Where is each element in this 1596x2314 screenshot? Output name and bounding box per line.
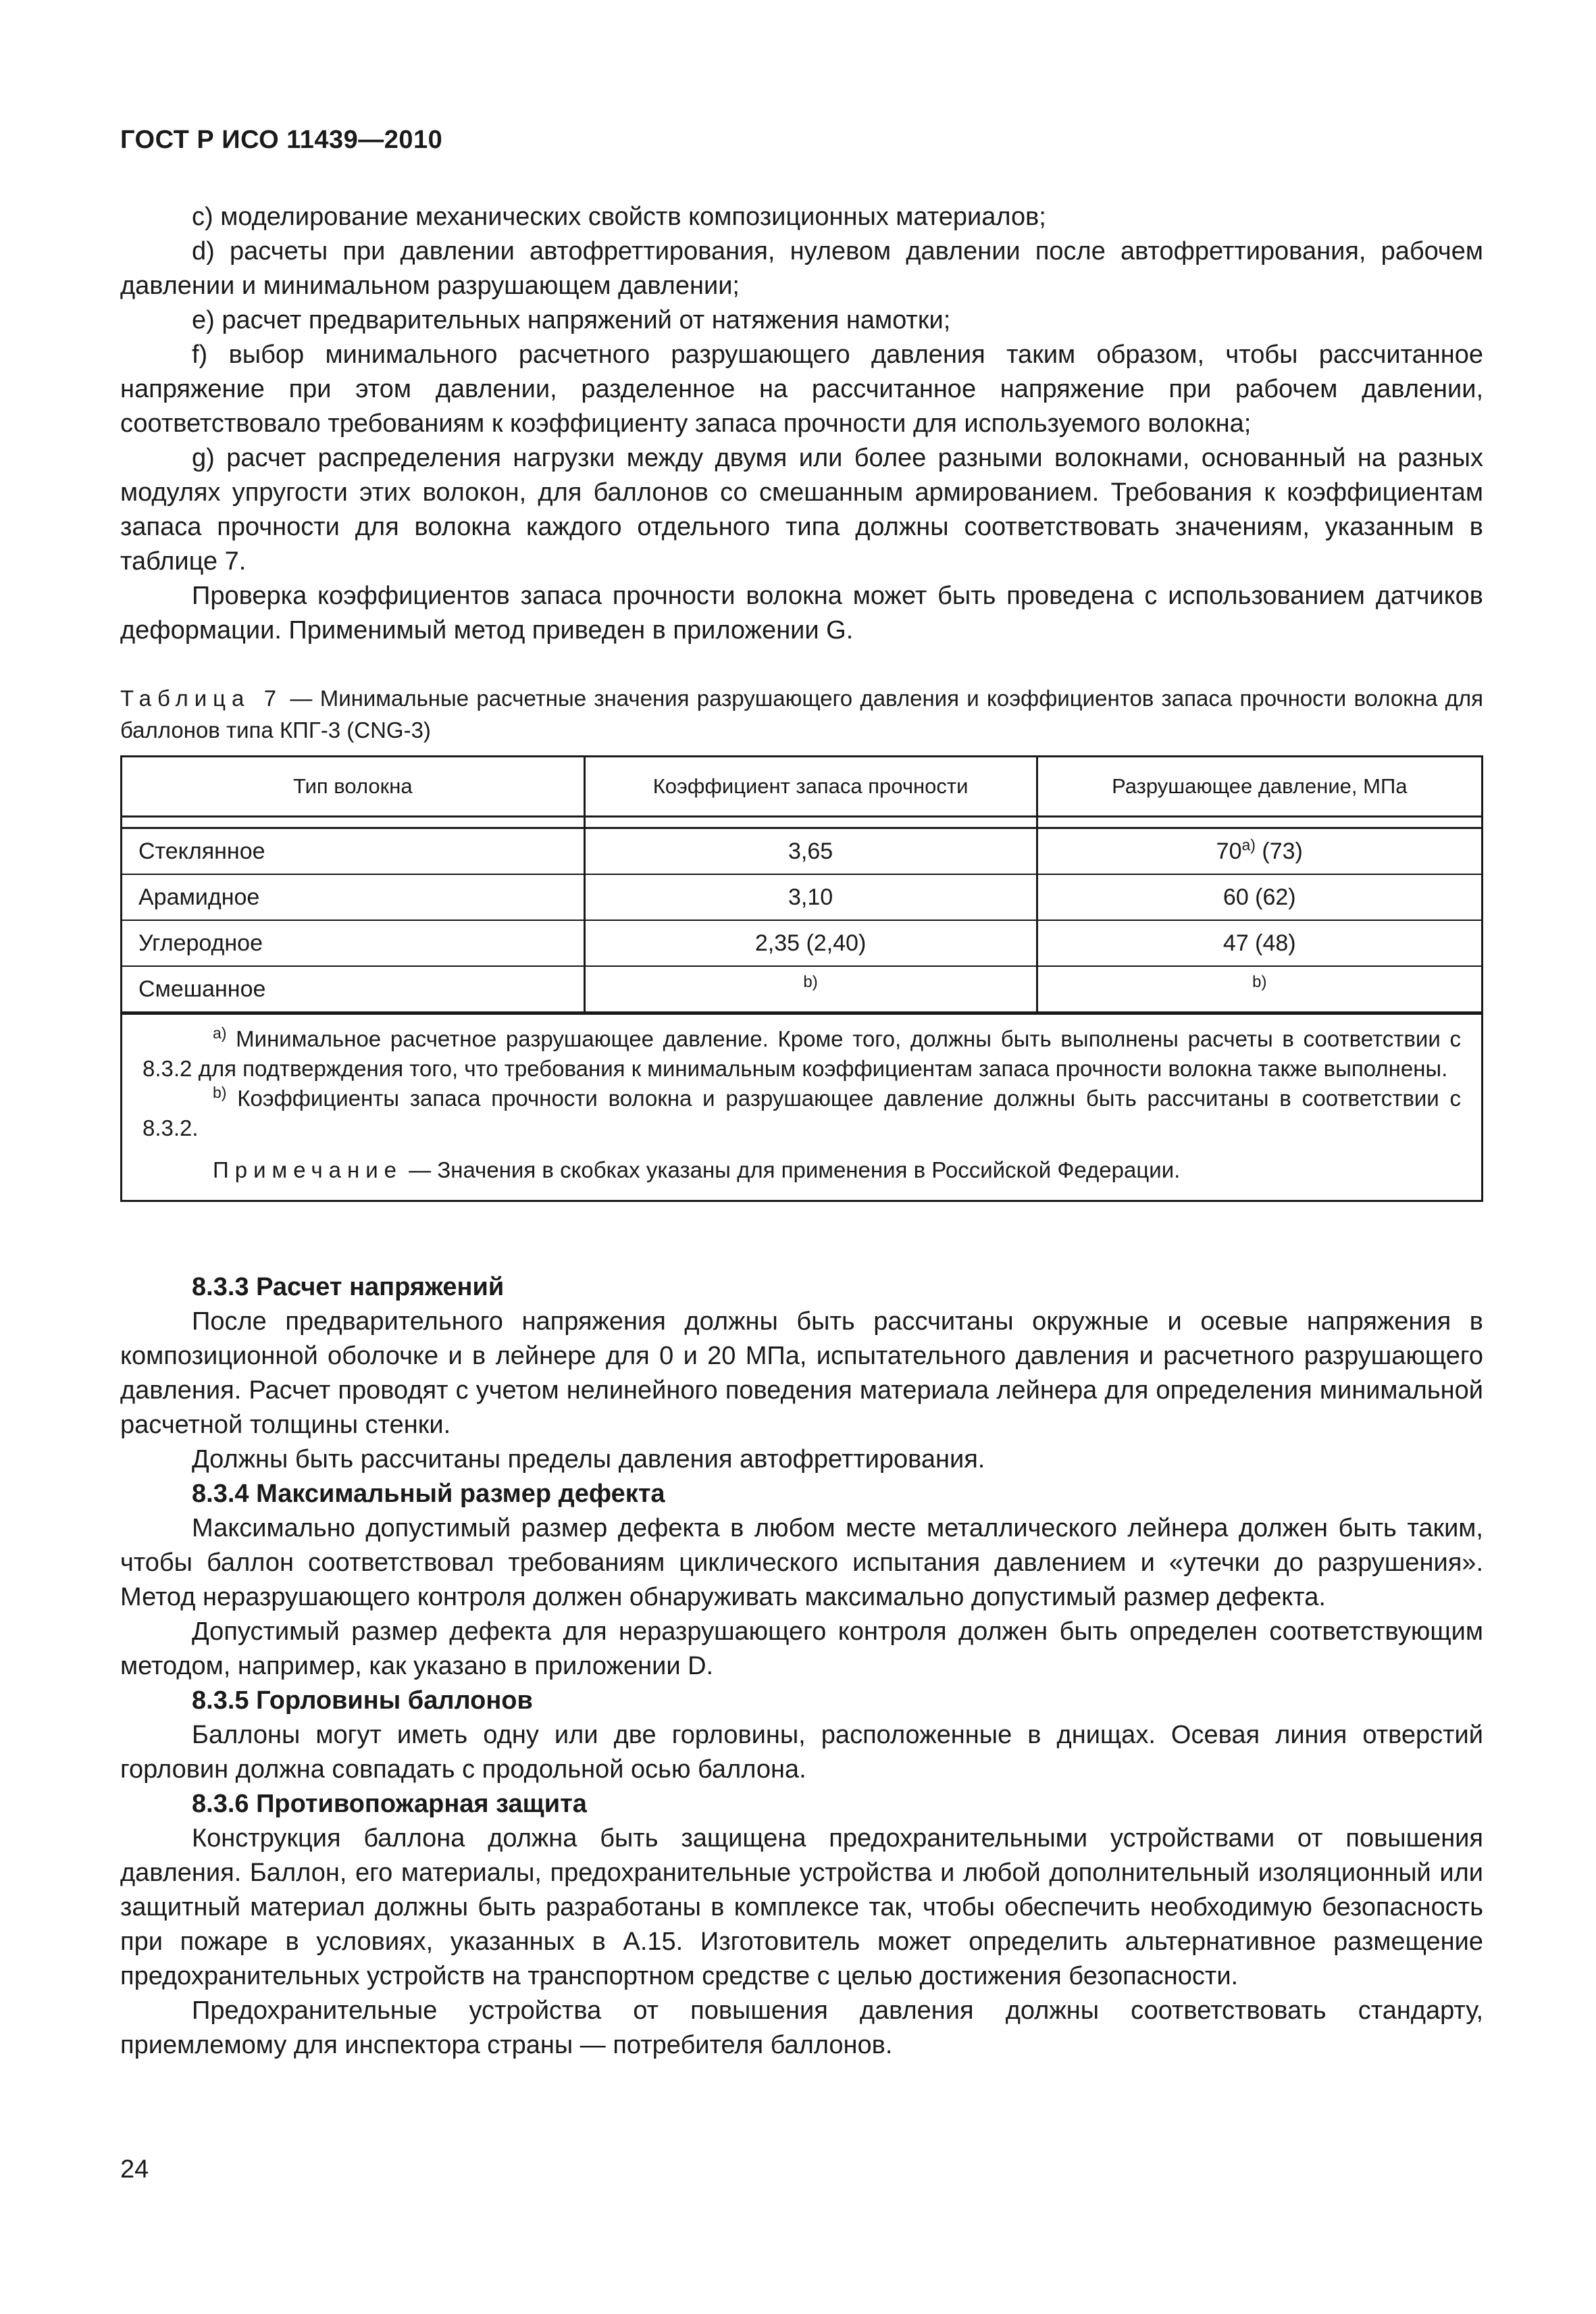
table-footnotes (122, 1013, 1481, 1200)
paragraph: Предохранительные устройства от повышения давления должны соответствовать стандарту, приемлемому для инспектора страны — потребителя баллонов. (120, 1996, 1483, 2059)
footnote-b (143, 1084, 1461, 1143)
paragraph: Должны быть рассчитаны пределы давления автофреттирования. (192, 1445, 985, 1474)
sections (120, 1270, 1483, 2063)
list-item: g) расчет распределения нагрузки между двумя или более разными волокнами, основанный на разных модулях упругости этих волокон, для баллонов со смешанным армированием. Требования к коэффициентам запаса прочности для волокна каждого отдельного типа должны соответствовать значениям, указанным в таблице 7. (120, 444, 1483, 576)
footnote-text: Минимальное расчетное разрушающее давление. Кроме того, должны быть выполнены расчеты в соответствии с 8.3.2 для подтверждения того, что требования к минимальным коэффициентам запаса прочности волокна также выполнены. (143, 1026, 1461, 1081)
paragraph: После предварительного напряжения должны быть рассчитаны окружные и осевые напряжения в композиционной оболочке и в лейнере для 0 и 20 МПа, испытательного давления и расчетного разрушающего давления. Расчет проводят с учетом нелинейного поведения материала лейнера для определения минимальной расчетной толщины стенки. (120, 1307, 1483, 1439)
table-header-row (122, 757, 1481, 817)
note-text: — Значения в скобках указаны для применения в Российской Федерации. (403, 1157, 1181, 1182)
footnote-mark: a) (213, 1024, 227, 1042)
paragraph: Допустимый размер дефекта для неразрушающего контроля должен быть определен соответствующим методом, например, как указано в приложении D. (120, 1617, 1483, 1680)
list-item: c) моделирование механических свойств композиционных материалов; (192, 203, 1046, 231)
table-cell (584, 966, 1037, 1012)
table-row (122, 966, 1481, 1012)
column-header: Коэффициент запаса прочности (584, 757, 1037, 817)
table-row (122, 874, 1481, 920)
footnote-mark: b) (213, 1084, 227, 1101)
table-cell: Арамидное (122, 874, 584, 920)
page-number: 24 (120, 2155, 149, 2184)
section-heading: 8.3.5 Горловины баллонов (192, 1686, 533, 1715)
cell-value: 70 (1216, 838, 1242, 864)
document-header: ГОСТ Р ИСО 11439—2010 (120, 126, 443, 154)
cell-value-extra: (73) (1255, 838, 1303, 864)
column-header: Разрушающее давление, МПа (1037, 757, 1481, 817)
table-note (143, 1155, 1461, 1185)
footnote-mark: b) (803, 972, 818, 991)
table-row (122, 828, 1481, 875)
note-label: Примечание (213, 1157, 403, 1182)
cell-value: 3,65 (788, 838, 833, 864)
table-caption (120, 682, 1483, 746)
table-cell: 2,35 (2,40) (584, 920, 1037, 966)
table-cell: 3,10 (584, 874, 1037, 920)
table-cell: 47 (48) (1037, 920, 1481, 966)
list-item: f) выбор минимального расчетного разрушающего давления таким образом, чтобы рассчитанное напряжение при этом давлении, разделенное на рассчитанное напряжение при рабочем давлении, соответствовало требованиям к коэффициенту запаса прочности для используемого волокна; (120, 341, 1483, 438)
table-spacer (122, 817, 1481, 828)
table-cell (1037, 828, 1481, 875)
footnote-mark: a) (1241, 836, 1256, 854)
table-cell (584, 828, 1037, 875)
table-caption-text: — Минимальные расчетные значения разрушающего давления и коэффициентов запаса прочности волокна для баллонов типа КПГ-3 (CNG-3) (120, 686, 1484, 743)
paragraph: Проверка коэффициентов запаса прочности волокна может быть проведена с использованием датчиков деформации. Применимый метод приведен в приложении G. (120, 582, 1483, 645)
column-header: Тип волокна (122, 757, 584, 817)
section-heading: 8.3.3 Расчет напряжений (192, 1273, 505, 1301)
table-cell (1037, 966, 1481, 1012)
table-caption-label: Таблица 7 (120, 686, 283, 711)
table-7 (120, 755, 1483, 1202)
list-item: e) расчет предварительных напряжений от натяжения намотки; (192, 306, 951, 334)
table-cell: Смешанное (122, 966, 584, 1012)
table-cell: Стеклянное (122, 828, 584, 875)
paragraph: Максимально допустимый размер дефекта в любом месте металлического лейнера должен быть таким, чтобы баллон соответствовал требованиям циклического испытания давлением и «утечки до разрушения». Метод неразрушающего контроля должен обнаруживать максимально допустимый размер дефекта. (120, 1514, 1483, 1611)
list-item: d) расчеты при давлении автофреттирования, нулевом давлении после автофреттирования, рабочем давлении и минимальном разрушающем давлении; (120, 237, 1483, 300)
footnote-a (143, 1024, 1461, 1084)
footnote-mark: b) (1252, 972, 1267, 991)
section-heading: 8.3.4 Максимальный размер дефекта (192, 1480, 665, 1508)
section-heading: 8.3.6 Противопожарная защита (192, 1790, 587, 1818)
paragraph: Конструкция баллона должна быть защищена предохранительными устройствами от повышения давления. Баллон, его материалы, предохранительные устройства и любой дополнительный изоляционный или защитный материал должны быть разработаны в комплексе так, чтобы обеспечить необходимую безопасность при пожаре в условиях, указанных в А.15. Изготовитель может определить альтернативное размещение предохранительных устройств на транспортном средстве с целью достижения безопасности. (120, 1824, 1483, 1990)
table-row (122, 920, 1481, 966)
intro-list (120, 200, 1483, 648)
data-table (122, 757, 1481, 1013)
paragraph: Баллоны могут иметь одну или две горловины, расположенные в днищах. Осевая линия отверстий горловин должна совпадать с продольной осью баллона. (120, 1721, 1483, 1784)
table-cell: 60 (62) (1037, 874, 1481, 920)
table-cell: Углеродное (122, 920, 584, 966)
footnote-text: Коэффициенты запаса прочности волокна и разрушающее давление должны быть рассчитаны в соответствии с 8.3.2. (143, 1086, 1461, 1140)
